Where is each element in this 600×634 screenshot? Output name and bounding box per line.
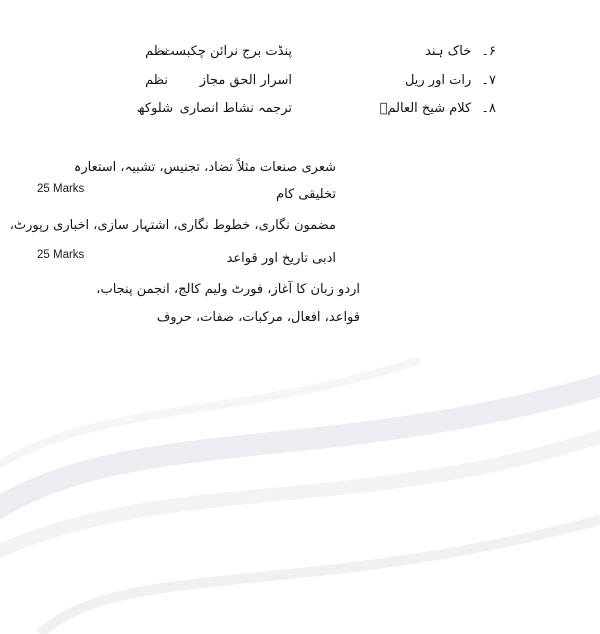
poem-8-genre: شلوکھ xyxy=(136,101,173,116)
poem-6-number: ۶۔ xyxy=(481,44,496,59)
poem-8-title-text: کلام شیخ العالمؒ xyxy=(379,101,472,116)
poem-8-number: ۸۔ xyxy=(481,101,496,116)
poem-8-author: ترجمہ نشاط انصاری xyxy=(179,101,292,116)
poetic-devices-line: شعری صنعات مثلاً تضاد، تجنیس، تشبیہ، استعارہ xyxy=(73,160,336,175)
literary-history-heading: ادبی تاریخ اور قواعد xyxy=(226,251,336,266)
language-origin-line: اردو زبان کا آغاز، فورٹ ولیم کالج، انجمن پنجاب، xyxy=(96,282,360,297)
poem-6-author: پنڈت برج نرائن چکبست xyxy=(162,44,292,59)
creative-work-marks: 25 Marks xyxy=(37,183,85,195)
poem-6-title xyxy=(425,44,496,60)
poem-7-author: اسرار الحق مجاز xyxy=(199,73,292,88)
poem-7-number: ۷۔ xyxy=(481,73,496,88)
grammar-items-line: قواعد، افعال، مرکبات، صفات، حروف xyxy=(156,310,360,325)
writing-items-line: مضمون نگاری، خطوط نگاری، اشتہار سازی، اخباری رپورٹ، xyxy=(9,218,336,233)
poem-6-genre: نظم xyxy=(145,44,168,59)
literary-history-marks: 25 Marks xyxy=(37,249,85,261)
poem-7-title-text: رات اور ریل xyxy=(404,73,472,88)
poem-8-title xyxy=(380,101,496,117)
poem-6-title-text: خاک ہند xyxy=(425,44,472,59)
poem-7-genre: نظم xyxy=(145,73,168,88)
poem-7-title xyxy=(405,73,496,89)
creative-work-heading: تخلیقی کام xyxy=(276,187,336,202)
